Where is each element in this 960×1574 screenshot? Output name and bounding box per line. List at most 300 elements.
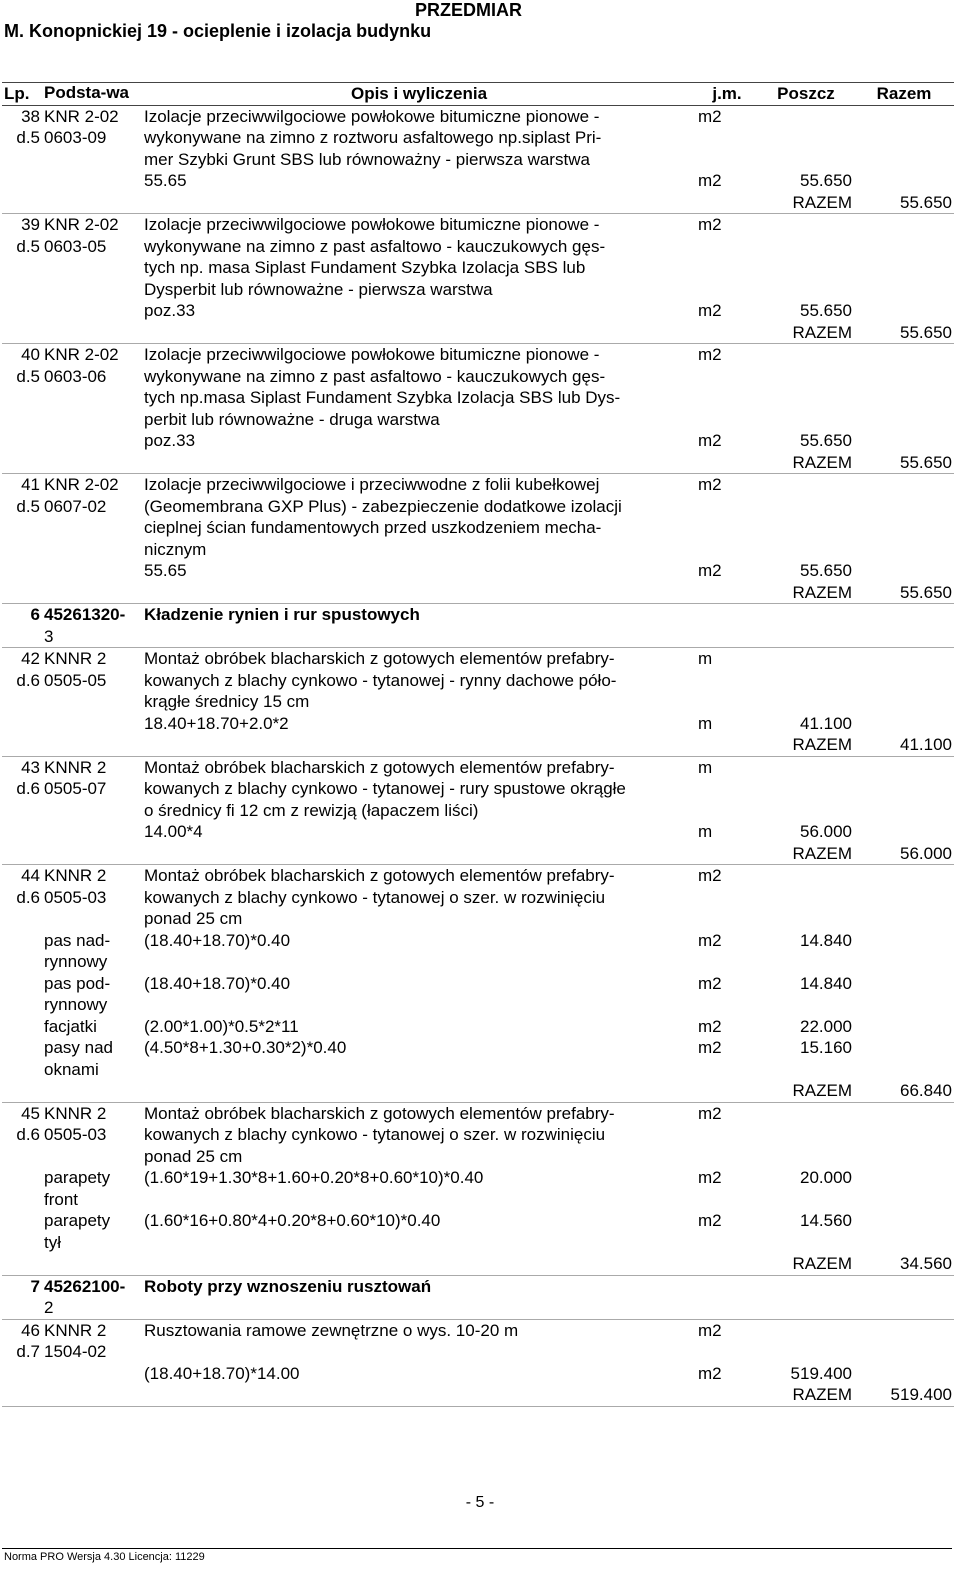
table-row: [2, 691, 954, 713]
cell-razem: [854, 778, 954, 800]
cell-unit: [696, 539, 758, 561]
cell-lp: 45: [2, 1102, 42, 1124]
cell-base: front: [44, 1189, 79, 1209]
table-row: [2, 1080, 954, 1102]
cell-poszcz: [758, 1297, 854, 1319]
cell-lp: [2, 1146, 42, 1168]
cell-desc: [142, 1232, 696, 1254]
cell-base: KNR 2-02: [42, 105, 142, 127]
table-row: [2, 149, 954, 171]
cell-poszcz: 55.650: [800, 561, 852, 580]
cell-unit: [696, 149, 758, 171]
cell-unit: [696, 127, 758, 149]
cell-base: [42, 387, 142, 409]
cell-base: [42, 908, 142, 930]
cell-desc: ponad 25 cm: [144, 1146, 243, 1166]
cell-razem: 55.650: [854, 192, 954, 214]
cell-poszcz: [758, 539, 854, 561]
cell-razem: [854, 1037, 954, 1059]
table-row: [2, 127, 954, 149]
cell-unit: [696, 1275, 758, 1297]
cell-unit: [696, 1297, 758, 1319]
cell-desc: 55.65: [144, 561, 187, 580]
cell-base: KNR 2-02: [42, 344, 142, 366]
cell-razem: [854, 149, 954, 171]
cell-poszcz: [758, 994, 854, 1016]
cell-unit: [696, 800, 758, 822]
table-row: [2, 1384, 954, 1406]
cell-base: pasy nad: [44, 1038, 113, 1057]
cell-lp: d.6: [16, 670, 40, 690]
table-row: [2, 973, 954, 995]
cell-razem: [854, 300, 954, 322]
cell-lp: [2, 691, 42, 713]
table-row: [2, 778, 954, 800]
cell-lp: [2, 843, 42, 865]
table-row: [2, 1232, 954, 1254]
cell-base: facjatki: [44, 1016, 97, 1036]
cell-base: 0505-03: [44, 1125, 107, 1144]
col-unit: j.m.: [696, 83, 758, 106]
cell-desc: cieplnej ścian fundamentowych przed uszkodzeniem mecha-: [144, 518, 602, 537]
cell-base: [42, 452, 142, 474]
table-row: [2, 930, 954, 952]
cell-desc: (18.40+18.70)*14.00: [144, 1363, 300, 1383]
cell-lp: [2, 192, 42, 214]
page-number: - 5 -: [465, 1494, 495, 1511]
cell-poszcz: [758, 908, 854, 930]
cell-poszcz: RAZEM: [758, 1384, 854, 1406]
cell-razem: [854, 409, 954, 431]
cell-poszcz: [758, 1189, 854, 1211]
cell-razem: 55.650: [854, 452, 954, 474]
cell-unit: [696, 908, 758, 930]
cell-unit: m2: [698, 930, 722, 950]
table-row: [2, 322, 954, 344]
cell-base: [42, 821, 142, 843]
cell-poszcz: [758, 648, 854, 670]
cell-unit: m: [698, 713, 713, 733]
cell-lp: [2, 1016, 42, 1038]
cell-lp: d.7: [16, 1342, 40, 1361]
cell-desc: tych np.masa Siplast Fundament Szybka Izolacja SBS lub Dys-: [144, 388, 621, 407]
cell-desc: Izolacje przeciwwilgociowe powłokowe bitumiczne pionowe -: [142, 344, 696, 366]
cell-desc: Rusztowania ramowe zewnętrzne o wys. 10-20 m: [142, 1319, 696, 1341]
cell-unit: m2: [698, 1168, 722, 1187]
cell-razem: [854, 713, 954, 735]
cell-poszcz: [758, 214, 854, 236]
cell-poszcz: [758, 127, 854, 149]
cell-desc: (4.50*8+1.30+0.30*2)*0.40: [144, 1038, 347, 1057]
table-row: [2, 214, 954, 236]
cell-razem: 55.650: [854, 322, 954, 344]
cell-razem: [854, 994, 954, 1016]
table-row: [2, 1102, 954, 1124]
table-row: [2, 1253, 954, 1275]
cell-poszcz: [758, 366, 854, 388]
cell-poszcz: [758, 1146, 854, 1168]
cell-base: [42, 1253, 142, 1275]
cell-lp: d.5: [16, 496, 40, 516]
cell-base: 0603-05: [44, 236, 107, 256]
cell-base: [42, 257, 142, 279]
cell-poszcz: 56.000: [800, 822, 852, 841]
cell-poszcz: RAZEM: [758, 322, 854, 344]
cell-unit: [696, 387, 758, 409]
cell-desc: Roboty przy wznoszeniu rusztowań: [142, 1275, 696, 1297]
cell-razem: [854, 1016, 954, 1038]
cell-base: [42, 582, 142, 604]
cell-lp: d.6: [16, 779, 40, 798]
table-header: [2, 83, 954, 106]
cell-base: parapety: [44, 1211, 111, 1230]
table-row: [2, 560, 954, 582]
cell-base: 0603-09: [44, 128, 107, 147]
cell-lp: [2, 930, 42, 952]
table-row: [2, 713, 954, 735]
cost-table: [2, 82, 954, 1407]
cell-lp: d.5: [16, 236, 40, 256]
cell-razem: [854, 430, 954, 452]
cell-unit: m2: [696, 474, 758, 496]
cell-unit: [696, 1253, 758, 1275]
cell-lp: [2, 300, 42, 322]
cell-lp: [2, 1037, 42, 1059]
cell-desc: [142, 1189, 696, 1211]
table-row: [2, 300, 954, 322]
table-row: [2, 279, 954, 301]
table-row: [2, 409, 954, 431]
cell-poszcz: RAZEM: [758, 1253, 854, 1275]
cell-poszcz: 519.400: [790, 1363, 852, 1383]
cell-unit: m: [696, 648, 758, 670]
table-row: [2, 1167, 954, 1189]
table-row: [2, 800, 954, 822]
cell-base: KNNR 2: [42, 1102, 142, 1124]
cell-base: rynnowy: [44, 952, 108, 971]
cell-base: KNNR 2: [42, 756, 142, 778]
cell-lp: 42: [2, 648, 42, 670]
cell-razem: [854, 387, 954, 409]
cell-poszcz: [758, 1319, 854, 1341]
cell-base: oknami: [44, 1059, 99, 1079]
cell-desc: krągłe średnicy 15 cm: [144, 692, 310, 711]
cell-razem: [854, 1275, 954, 1297]
cell-poszcz: RAZEM: [758, 582, 854, 604]
cell-poszcz: RAZEM: [758, 843, 854, 865]
cell-poszcz: [758, 951, 854, 973]
table-row: [2, 1016, 954, 1038]
cell-razem: [854, 474, 954, 496]
cell-unit: m2: [698, 561, 722, 580]
cell-lp: [2, 1167, 42, 1189]
cell-desc: 14.00*4: [144, 822, 203, 841]
cell-unit: [696, 951, 758, 973]
cell-unit: [696, 670, 758, 692]
document-title: M. Konopnickiej 19 - ocieplenie i izolacja budynku: [4, 21, 432, 41]
cell-desc: [142, 843, 696, 865]
cell-razem: [854, 1167, 954, 1189]
cell-poszcz: [758, 474, 854, 496]
table-row: [2, 1189, 954, 1211]
cell-poszcz: [758, 387, 854, 409]
cell-desc: [142, 1253, 696, 1275]
cell-desc: (18.40+18.70)*0.40: [144, 930, 291, 950]
cell-desc: Izolacje przeciwwilgociowe i przeciwwodne z folii kubełkowej: [142, 474, 696, 496]
cell-desc: [142, 951, 696, 973]
cell-desc: (Geomembrana GXP Plus) - zabezpieczenie dodatkowe izolacji: [144, 496, 622, 516]
cell-razem: [854, 930, 954, 952]
cell-poszcz: [758, 149, 854, 171]
cell-razem: 55.650: [854, 582, 954, 604]
cell-lp: [2, 517, 42, 539]
cell-desc: Montaż obróbek blacharskich z gotowych elementów prefabry-: [142, 648, 696, 670]
cell-razem: [854, 648, 954, 670]
cell-poszcz: [758, 496, 854, 518]
cell-poszcz: [758, 778, 854, 800]
cell-poszcz: [758, 344, 854, 366]
cell-unit: m2: [696, 105, 758, 127]
cell-desc: [142, 1080, 696, 1102]
cell-razem: [854, 496, 954, 518]
table-row: [2, 670, 954, 692]
cell-razem: [854, 560, 954, 582]
cell-desc: mer Szybki Grunt SBS lub równoważny - pierwsza warstwa: [144, 149, 590, 169]
cell-lp: [2, 257, 42, 279]
cell-unit: [696, 192, 758, 214]
col-desc: Opis i wyliczenia: [142, 83, 696, 106]
cell-base: [42, 300, 142, 322]
col-razem: Razem: [854, 83, 954, 106]
cell-poszcz: [758, 756, 854, 778]
cell-desc: (18.40+18.70)*0.40: [144, 973, 291, 993]
cell-lp: [2, 452, 42, 474]
table-body: [2, 105, 954, 1406]
cell-poszcz: [758, 1059, 854, 1081]
cell-unit: m: [698, 822, 713, 841]
cell-lp: [2, 149, 42, 171]
table-row: [2, 1059, 954, 1081]
cell-lp: 39: [2, 214, 42, 236]
table-row: [2, 994, 954, 1016]
cell-unit: [696, 1080, 758, 1102]
table-row: [2, 387, 954, 409]
table-row: [2, 734, 954, 756]
cell-base: [42, 1384, 142, 1406]
cell-base: 1504-02: [44, 1342, 107, 1361]
table-row: [2, 474, 954, 496]
cell-poszcz: 22.000: [800, 1016, 852, 1036]
document-type: PRZEDMIAR: [415, 0, 522, 20]
cell-poszcz: 15.160: [800, 1038, 852, 1057]
cell-base: KNNR 2: [42, 1319, 142, 1341]
cell-base: [42, 517, 142, 539]
table-row: [2, 1363, 954, 1385]
cell-base: pas pod-: [44, 973, 111, 993]
cell-unit: m2: [698, 1211, 722, 1230]
cell-base: [42, 713, 142, 735]
cell-poszcz: [758, 1232, 854, 1254]
cell-base: KNNR 2: [42, 648, 142, 670]
cell-razem: [854, 865, 954, 887]
cell-poszcz: RAZEM: [758, 1080, 854, 1102]
cell-razem: 519.400: [854, 1384, 954, 1406]
cell-razem: 41.100: [854, 734, 954, 756]
cell-base: [42, 1363, 142, 1385]
table-row: [2, 366, 954, 388]
cell-lp: [2, 1232, 42, 1254]
cell-base: [42, 800, 142, 822]
cell-desc: ponad 25 cm: [144, 909, 243, 928]
cell-desc: perbit lub równoważne - druga warstwa: [144, 409, 440, 429]
cell-base: tył: [44, 1232, 61, 1252]
table-row: [2, 1275, 954, 1297]
cell-desc: kowanych z blachy cynkowo - tytanowej - rynny dachowe póło-: [144, 670, 617, 690]
cell-base: [42, 192, 142, 214]
cell-unit: m2: [698, 1038, 722, 1057]
cell-base: 0607-02: [44, 496, 107, 516]
cell-lp: [2, 170, 42, 192]
cell-lp: 7: [2, 1275, 42, 1297]
cell-razem: [854, 170, 954, 192]
cell-desc: wykonywane na zimno z past asfaltowo - kauczukowych gęs-: [144, 366, 606, 386]
table-row: [2, 236, 954, 258]
cell-lp: [2, 1253, 42, 1275]
cell-poszcz: [758, 517, 854, 539]
cell-base: [42, 560, 142, 582]
table-row: [2, 1297, 954, 1319]
table-row: [2, 865, 954, 887]
table-row: [2, 821, 954, 843]
cell-unit: [696, 626, 758, 648]
cell-razem: [854, 1102, 954, 1124]
cell-desc: poz.33: [144, 431, 196, 450]
cell-lp: [2, 713, 42, 735]
cell-razem: [854, 1124, 954, 1146]
cell-lp: [2, 973, 42, 995]
cell-poszcz: [758, 105, 854, 127]
cell-base: parapety: [44, 1168, 111, 1187]
cell-lp: 38: [2, 105, 42, 127]
cell-desc: wykonywane na zimno z past asfaltowo - kauczukowych gęs-: [144, 236, 606, 256]
cell-poszcz: [758, 865, 854, 887]
table-row: [2, 517, 954, 539]
cell-razem: [854, 1297, 954, 1319]
cell-lp: [2, 821, 42, 843]
cell-base: [42, 539, 142, 561]
cell-lp: [2, 994, 42, 1016]
cell-base: 0505-05: [44, 670, 107, 690]
cell-poszcz: [758, 1102, 854, 1124]
cell-unit: m2: [698, 301, 722, 320]
cell-razem: [854, 951, 954, 973]
cell-desc: [142, 1384, 696, 1406]
cell-desc: kowanych z blachy cynkowo - tytanowej - rury spustowe okrągłe: [144, 779, 626, 798]
table-row: [2, 626, 954, 648]
cell-unit: m2: [696, 214, 758, 236]
cell-unit: [696, 1384, 758, 1406]
software-info: Norma PRO Wersja 4.30 Licencja: 11229: [4, 1551, 205, 1563]
cell-desc: (2.00*1.00)*0.5*2*11: [144, 1016, 299, 1036]
cell-base: 45261320-: [42, 604, 142, 626]
cell-lp: [2, 1363, 42, 1385]
cell-unit: [696, 257, 758, 279]
cell-unit: m2: [696, 1319, 758, 1341]
cell-desc: Montaż obróbek blacharskich z gotowych elementów prefabry-: [142, 1102, 696, 1124]
cell-lp: d.6: [16, 887, 40, 907]
table-row: [2, 908, 954, 930]
cell-razem: [854, 127, 954, 149]
cell-desc: Dysperbit lub równoważne - pierwsza warstwa: [144, 279, 493, 299]
cell-lp: 40: [2, 344, 42, 366]
cell-poszcz: [758, 1124, 854, 1146]
cell-lp: [2, 626, 42, 648]
cell-razem: [854, 908, 954, 930]
cell-lp: 44: [2, 865, 42, 887]
table-row: [2, 951, 954, 973]
cell-lp: 6: [2, 604, 42, 626]
cell-razem: [854, 670, 954, 692]
cell-razem: [854, 105, 954, 127]
cell-unit: [696, 887, 758, 909]
cell-lp: d.6: [16, 1125, 40, 1144]
cell-unit: [696, 994, 758, 1016]
cell-unit: [696, 691, 758, 713]
cell-base: 3: [44, 626, 54, 646]
cell-razem: [854, 604, 954, 626]
cell-razem: [854, 366, 954, 388]
cell-desc: poz.33: [144, 301, 196, 320]
table-row: [2, 1037, 954, 1059]
cell-lp: 46: [2, 1319, 42, 1341]
cell-base: [42, 843, 142, 865]
cell-razem: [854, 1341, 954, 1363]
cell-unit: [696, 843, 758, 865]
table-row: [2, 430, 954, 452]
cell-lp: [2, 409, 42, 431]
cell-poszcz: 14.560: [800, 1211, 852, 1230]
cell-desc: [142, 582, 696, 604]
cell-lp: [2, 430, 42, 452]
cell-razem: [854, 257, 954, 279]
cell-razem: [854, 1232, 954, 1254]
cell-unit: [696, 409, 758, 431]
cell-base: [42, 279, 142, 301]
cell-razem: [854, 1210, 954, 1232]
cell-lp: [2, 908, 42, 930]
cell-poszcz: RAZEM: [758, 452, 854, 474]
cell-desc: [142, 1297, 696, 1319]
cell-desc: (1.60*16+0.80*4+0.20*8+0.60*10)*0.40: [144, 1211, 441, 1230]
cell-base: 0505-03: [44, 887, 107, 907]
cell-lp: d.5: [16, 128, 40, 147]
cell-poszcz: [758, 670, 854, 692]
cell-base: KNR 2-02: [42, 214, 142, 236]
cell-razem: 56.000: [854, 843, 954, 865]
cell-lp: [2, 387, 42, 409]
col-base: Podsta-wa: [42, 83, 142, 106]
cell-desc: [142, 1059, 696, 1081]
cell-poszcz: 55.650: [800, 301, 852, 320]
cell-unit: m2: [696, 1102, 758, 1124]
cell-base: pas nad-: [44, 930, 111, 950]
cell-unit: [696, 1232, 758, 1254]
cell-poszcz: 20.000: [800, 1168, 852, 1187]
cell-unit: [696, 496, 758, 518]
cell-poszcz: [758, 626, 854, 648]
cell-base: 2: [44, 1298, 54, 1317]
cell-base: [42, 1080, 142, 1102]
